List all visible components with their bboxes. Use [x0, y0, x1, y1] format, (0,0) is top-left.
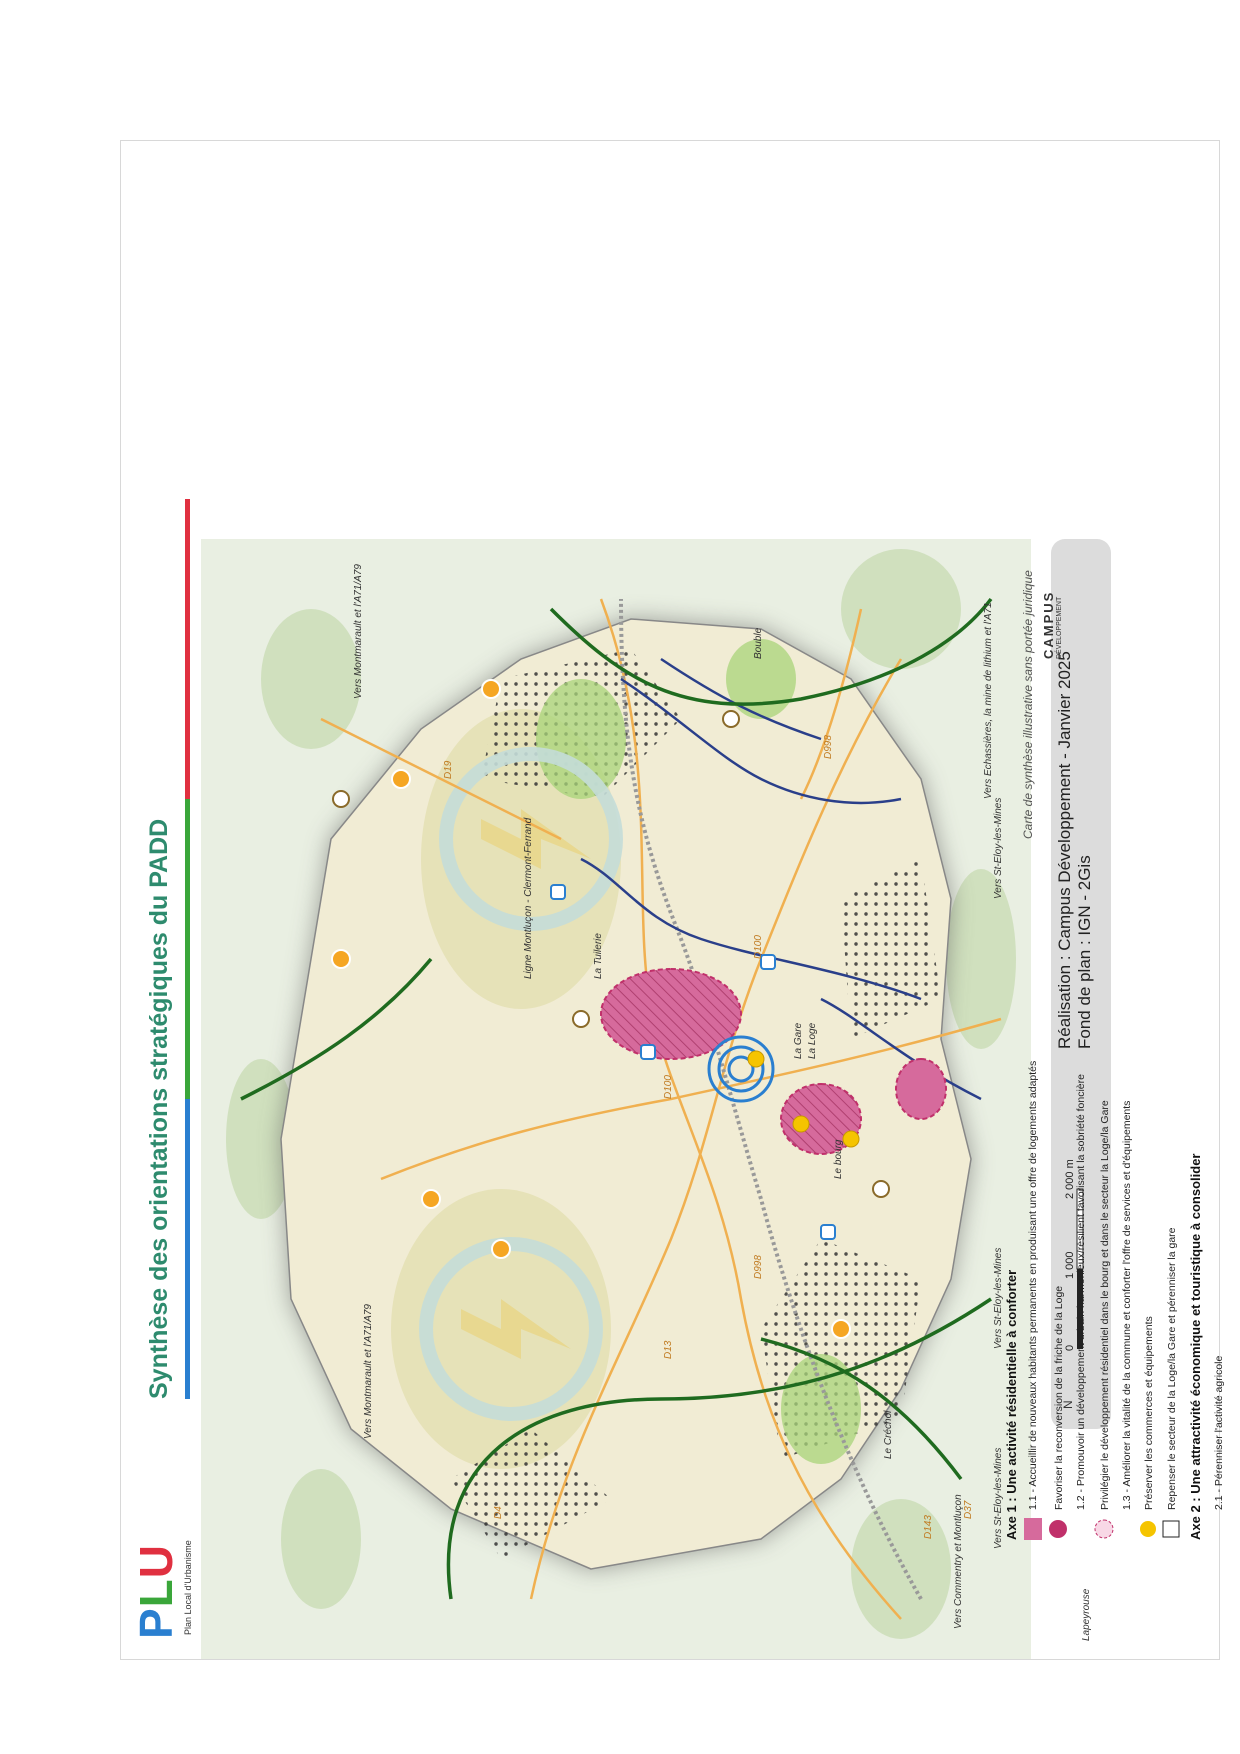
road-label: D998 — [823, 735, 834, 759]
label-le-bourg: Le bourg — [833, 1139, 844, 1179]
label-la-gare: La Gare — [793, 1022, 804, 1059]
legend-swatch-pink — [1024, 1518, 1042, 1540]
legend-axe-1: Axe 1 : Une activité résidentielle à conforter — [1004, 1269, 1019, 1540]
train-icon — [1163, 1521, 1179, 1537]
plu-subtitle: Plan Local d'Urbanisme — [183, 1540, 193, 1635]
label-vers-montmarault-top: Vers Montmarault et l'A71/A79 — [363, 1304, 374, 1439]
campus-logo-sub: DÉVELOPPEMENT — [1056, 596, 1063, 659]
label-railway: Ligne Montluçon - Clermont-Ferrand — [523, 817, 534, 979]
legend-swatch-dashed — [1095, 1520, 1113, 1538]
road-label: D998 — [753, 1255, 764, 1279]
label-la-loge: La Loge — [807, 1022, 818, 1059]
road-label: D4 — [493, 1506, 504, 1519]
road-label: D13 — [663, 1340, 674, 1359]
label-la-tuilerie: La Tuilerie — [593, 933, 604, 979]
legend-item-1-1: 1.1 - Accueillir de nouveaux habitants permanents en produisant une offre de logements adaptés — [1027, 1060, 1039, 1510]
road-label: D19 — [443, 760, 454, 779]
label-vers-montmarault-mid: Vers Montmarault et l'A71/A79 — [353, 564, 364, 699]
legend-axe-2: Axe 2 : Une attractivité économique et touristique à consolider — [1188, 1153, 1203, 1540]
commerce-icon — [1140, 1521, 1156, 1537]
legend-item-1-2b: Privilégier le développement résidentiel dans le bourg et dans le secteur la Loge/la Gare — [1099, 1100, 1111, 1510]
legend-item-1-1b: Favoriser la reconversion de la friche de la Loge — [1053, 1285, 1065, 1510]
label-vers-st-eloy-3: Vers St-Eloy-les-Mines — [993, 1247, 1004, 1349]
friche-icon — [1049, 1520, 1067, 1538]
legend-item-1-3c: Repenser le secteur de la Loge/la Gare et pérenniser la gare — [1166, 1227, 1178, 1510]
credits-line-1: Réalisation : Campus Développement - Janvier 2025 — [1055, 651, 1074, 1049]
campus-logo-text: CAMPUS — [1041, 590, 1056, 659]
title-color-bar — [185, 499, 190, 1399]
scale-tick-0: 0 — [1064, 1344, 1076, 1351]
legend-item-1-2: 1.2 - Promouvoir un développement urbain harmonieux/résilient favorisant la sobriété foncière — [1075, 1074, 1087, 1510]
label-vers-st-eloy-1: Vers St-Eloy-les-Mines — [993, 1447, 1004, 1549]
label-bouble: Bouble — [753, 627, 764, 659]
scale-tick-1: 1 000 — [1064, 1251, 1076, 1279]
label-vers-echassieres: Vers Echassières, la mine de lithium et l'A71 — [983, 602, 994, 799]
north-arrow: N — [1061, 1400, 1075, 1409]
legend-panel — [1000, 140, 1230, 1540]
road-label: D37 — [963, 1500, 974, 1519]
commune-map — [201, 539, 1031, 1659]
road-label: D100 — [753, 935, 764, 959]
disclaimer: Carte de synthèse illustrative sans portée juridique — [1021, 570, 1035, 839]
label-vers-commentry: Vers Commentry et Montluçon — [953, 1494, 964, 1629]
commune-logo: Lapeyrouse — [1081, 1588, 1092, 1641]
credits-line-2: Fond de plan : IGN - 2Gis — [1075, 855, 1094, 1049]
label-vers-st-eloy-2: Vers St-Eloy-les-Mines — [993, 797, 1004, 899]
road-label: D100 — [663, 1075, 674, 1099]
plu-logo: PLU — [130, 1543, 182, 1639]
road-label: D143 — [923, 1515, 934, 1539]
legend-item-1-3b: Préserver les commerces et équipements — [1143, 1316, 1155, 1510]
scale-tick-2: 2 000 m — [1064, 1159, 1076, 1199]
legend-item-1-3: 1.3 - Améliorer la vitalité de la commune et conforter l'offre de services et d'équipements — [1121, 1100, 1133, 1510]
label-le-crechol: Le Créchol — [883, 1410, 894, 1459]
page-title: Synthèse des orientations stratégiques du PADD — [145, 818, 173, 1399]
legend-item-2-1: 2.1 - Pérenniser l'activité agricole — [1213, 1355, 1225, 1510]
